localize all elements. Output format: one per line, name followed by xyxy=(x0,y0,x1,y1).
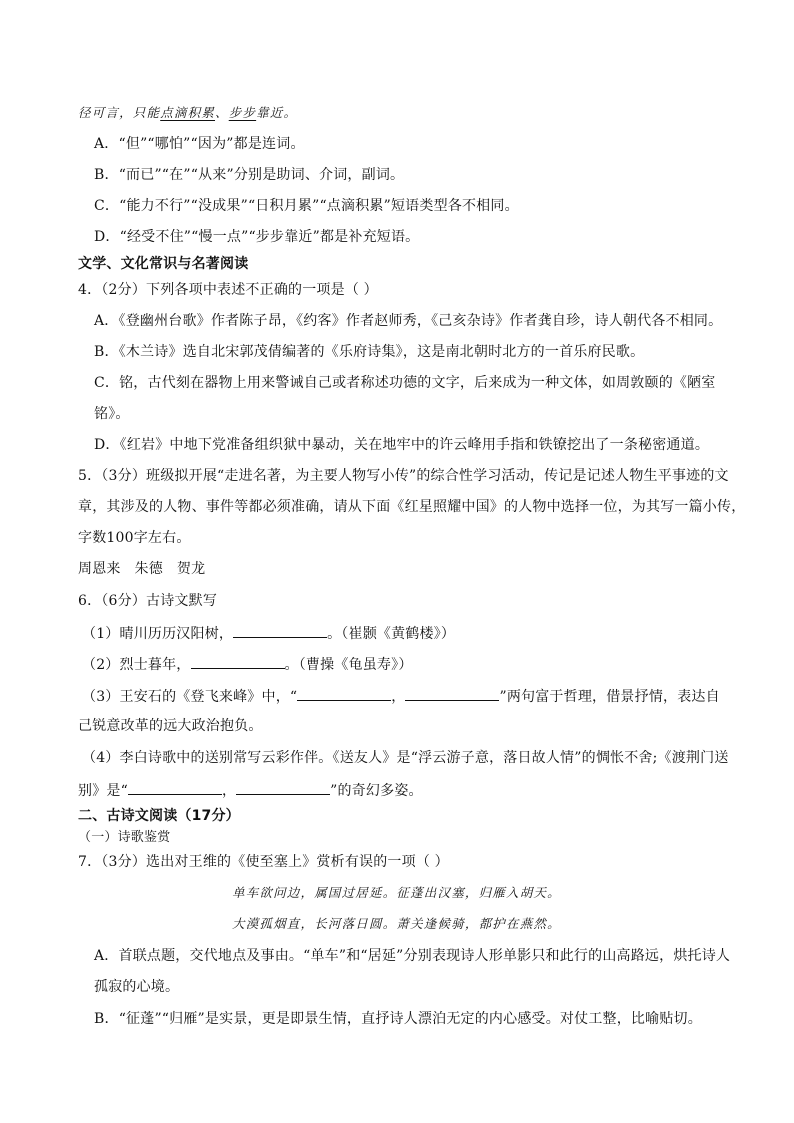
q4-option-c: C．铭，古代刻在器物上用来警诫自己或者称述功德的文字，后来成为一种文体，如周敦颐的《陋室 xyxy=(94,375,716,391)
answer-blank[interactable] xyxy=(191,654,285,669)
intro-text: 靠近。 xyxy=(256,105,298,120)
q6-item-4: （4）李白诗歌中的送别常写云彩作伴。《送友人》是“浮云游子意，落日故人情”的惆怅不舍;《渡荆门送 xyxy=(82,750,729,766)
q6-2-text: （2）烈士暮年， xyxy=(82,657,191,673)
q5-line-3: 字数100字左右。 xyxy=(78,530,191,546)
q6-item-3 xyxy=(82,686,720,706)
subsection-heading: （一）诗歌鉴赏 xyxy=(78,830,171,845)
q6-3-tail: ”两句富于哲理，借景抒情，表达自 xyxy=(499,689,720,705)
answer-blank[interactable] xyxy=(405,686,499,701)
q5-names: 周恩来 朱德 贺龙 xyxy=(78,561,206,577)
q6-item-1 xyxy=(82,623,455,643)
answer-blank[interactable] xyxy=(233,623,327,638)
q4-option-a: A．《登幽州台歌》作者陈子昂，《约客》作者赵师秀，《己亥杂诗》作者龚自珍，诗人朝代各不相同。 xyxy=(94,313,723,329)
q3-option-b: B．“而已”“在”“从来”分别是助词、介词，副词。 xyxy=(94,167,405,183)
q6-3-text: （3）王安石的《登飞来峰》中，“ xyxy=(82,689,298,705)
q5-line-2: 章，其涉及的人物、事件等都必须准确，请从下面《红星照耀中国》的人物中选择一位，为其写一篇小传， xyxy=(78,499,746,515)
intro-tail-line xyxy=(78,104,297,122)
q4-stem: 4．（2分）下列各项中表述不正确的一项是（ ） xyxy=(78,282,378,298)
underlined-phrase: 步步 xyxy=(228,105,257,120)
q6-item-2 xyxy=(82,654,413,674)
intro-comma: 、 xyxy=(215,105,229,120)
q6-4-comma: ， xyxy=(221,783,237,799)
q6-4-tail: ”的奇幻多姿。 xyxy=(330,783,423,799)
section-heading-two: 二、古诗文阅读（17分） xyxy=(78,808,240,824)
underlined-phrase: 点滴积累 xyxy=(160,105,216,120)
q4-option-c-cont: 铭》。 xyxy=(94,406,130,422)
q6-4-text: 别》是“ xyxy=(78,783,128,799)
q3-option-c: C．“能力不行”“没成果”“日积月累”“点滴积累”短语类型各不相同。 xyxy=(94,198,519,214)
q6-1-source: 。（崔颢《黄鹤楼》） xyxy=(327,626,456,642)
q6-1-text: （1）晴川历历汉阳树， xyxy=(82,626,234,642)
q3-option-a: A．“但”“哪怕”“因为”都是连词。 xyxy=(94,136,305,152)
answer-blank[interactable] xyxy=(297,686,391,701)
section-heading-culture: 文学、文化常识与名著阅读 xyxy=(78,256,249,272)
answer-blank[interactable] xyxy=(236,780,330,795)
q7-stem: 7．（3分）选出对王维的《使至塞上》赏析有误的一项（ ） xyxy=(78,854,449,870)
q4-option-b: B．《木兰诗》选自北宋郭茂倩编著的《乐府诗集》，这是南北朝时北方的一首乐府民歌。 xyxy=(94,344,645,360)
q6-item-4-cont xyxy=(78,780,423,800)
q7-option-a-cont: 孤寂的心境。 xyxy=(94,979,180,995)
q5-line-1: 5．（3分）班级拟开展“走进名著，为主要人物写小传”的综合性学习活动，传记是记述人物生平事迹的文 xyxy=(78,468,729,484)
answer-blank[interactable] xyxy=(128,780,222,795)
q6-stem: 6．（6分）古诗文默写 xyxy=(78,593,218,609)
poem-line-1: 单车欲问边，属国过居延。征蓬出汉塞，归雁入胡天。 xyxy=(232,885,561,900)
intro-text: 径可言，只能 xyxy=(78,105,161,120)
q6-2-source: 。（曹操《龟虽寿》） xyxy=(284,657,413,673)
q7-option-a: A．首联点题，交代地点及事由。“单车”和“居延”分别表现诗人形单影只和此行的山高路远，烘托诗人 xyxy=(94,948,731,964)
q7-option-b: B．“征蓬”“归雁”是实景，更是即景生情，直抒诗人漂泊无定的内心感受。对仗工整，比喻贴切。 xyxy=(94,1011,702,1027)
q6-3-comma: ， xyxy=(391,689,406,705)
q6-item-3-cont: 己锐意改革的远大政治抱负。 xyxy=(78,718,263,734)
q3-option-d: D．“经受不住”“慢一点”“步步靠近”都是补充短语。 xyxy=(94,229,420,245)
poem-line-2: 大漠孤烟直，长河落日圆。萧关逢候骑，都护在燕然。 xyxy=(232,916,561,931)
q4-option-d: D．《红岩》中地下党准备组织狱中暴动，关在地牢中的许云峰用手指和铁镣挖出了一条秘密通道。 xyxy=(94,437,710,453)
